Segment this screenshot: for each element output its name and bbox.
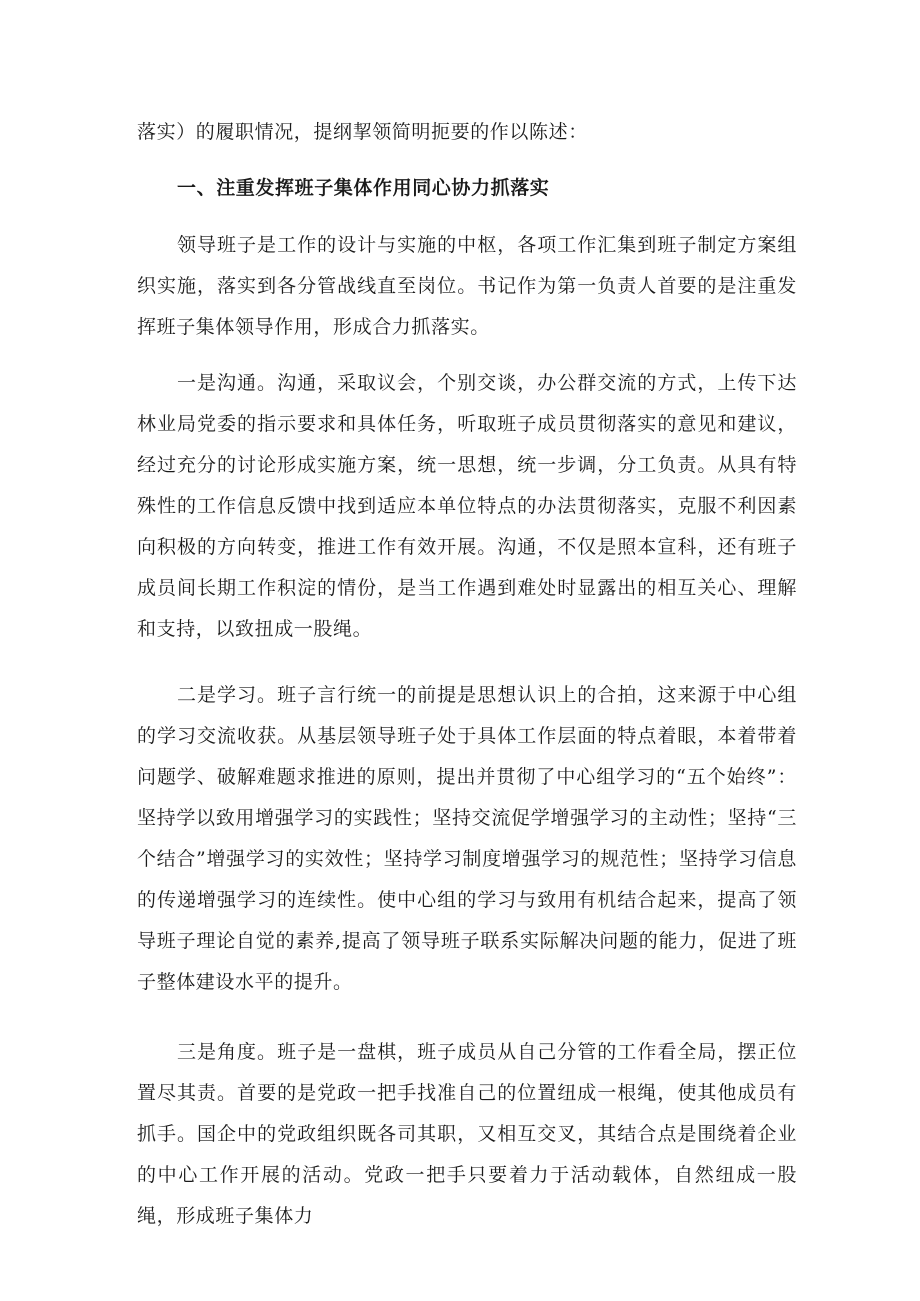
paragraph-study: 二是学习。班子言行统一的前提是思想认识上的合拍，这来源于中心组的学习交流收获。从基层领导班子处于具体工作层面的特点着眼，本着带着问题学、破解难题求推进的原则，提出并贯彻了中心组学习的“五个始终”：坚持学以致用增强学习的实践性；坚持交流促学增强学习的主动性；坚持“三个结合”增强学习的实效性；坚持学习制度增强学习的规范性；坚持学习信息的传递增强学习的连续性。使中心组的学习与致用有机结合起来，提高了领导班子理论自觉的素养,提高了领导班子联系实际解决问题的能力，促进了班子整体建设水平的提升。 [137, 684, 797, 993]
paragraph-perspective: 三是角度。班子是一盘棋，班子成员从自己分管的工作看全局，摆正位置尽其责。首要的是党政一把手找准自己的位置纽成一根绳，使其他成员有抓手。国企中的党政组织既各司其职，又相互交叉，其结合点是围绕着企业的中心工作开展的活动。党政一把手只要着力于活动载体，自然纽成一股绳，形成班子集体力 [137, 1041, 797, 1227]
paragraph-intro: 领导班子是工作的设计与实施的中枢，各项工作汇集到班子制定方案组织实施，落实到各分管战线直至岗位。书记作为第一负责人首要的是注重发挥班子集体领导作用，形成合力抓落实。 [137, 234, 797, 338]
paragraph-continuation: 落实）的履职情况，提纲挈领简明扼要的作以陈述： [137, 121, 588, 143]
section-heading: 一、注重发挥班子集体作用同心协力抓落实 [177, 177, 550, 199]
paragraph-communication: 一是沟通。沟通，采取议会，个别交谈，办公群交流的方式，上传下达林业局党委的指示要求和具体任务，听取班子成员贯彻落实的意见和建议，经过充分的讨论形成实施方案，统一思想，统一步调，分工负责。从具有特殊性的工作信息反馈中找到适应本单位特点的办法贯彻落实，克服不利因素向积极的方向转变，推进工作有效开展。沟通，不仅是照本宣科，还有班子成员间长期工作积淀的情份，是当工作遇到难处时显露出的相互关心、理解和支持，以致扭成一股绳。 [137, 372, 797, 640]
